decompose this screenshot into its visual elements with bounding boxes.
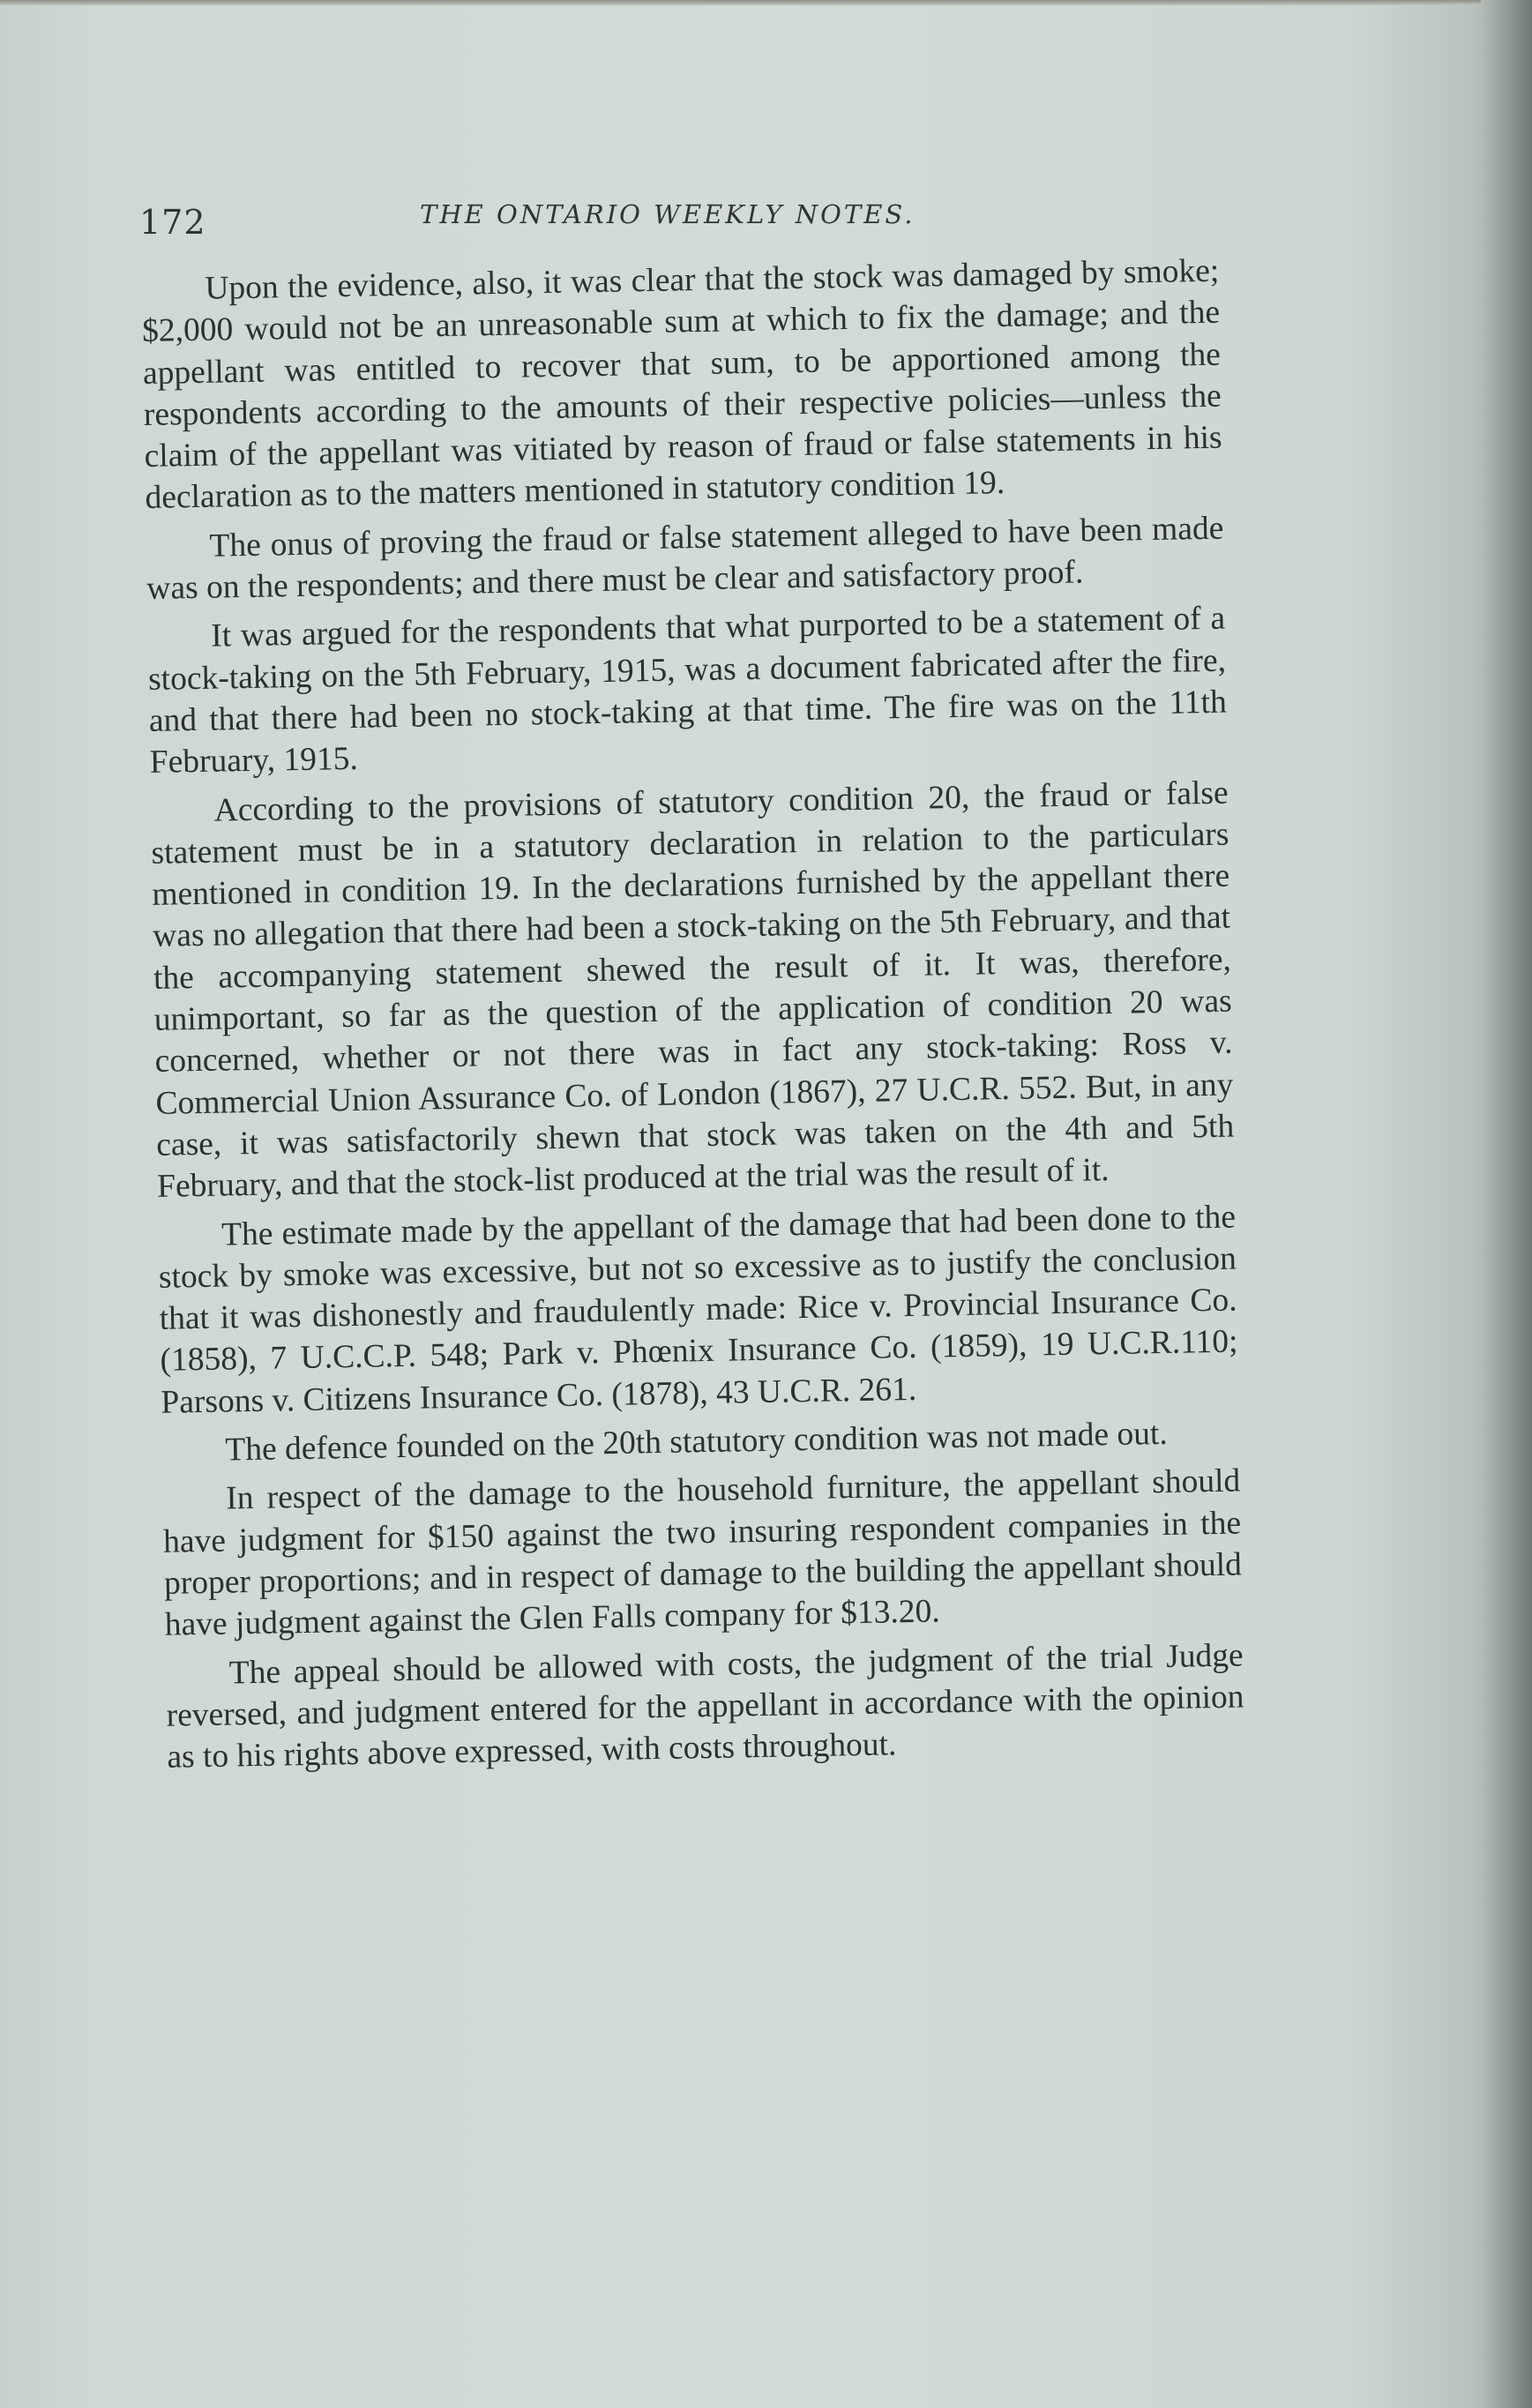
page-number: 172 [139, 203, 206, 242]
paragraph-onus-of-proof: The onus of proving the fraud or false statement alleged to have been made was on the respondents; and there must be clear and satisfactory proof. [146, 510, 1224, 608]
paragraph-estimate-of-damage: The estimate made by the appellant of the damage that had been done to the stock by smoke was excessive, but not so excessive as to justify the conclusion that it was dishonestly and fraudulently made: Rice v. Provincial Insurance Co. (1858), 7 U.C.C.P. 548; Park v. Phœnix Insurance Co. (1859), 19 U.C.R.110; Parsons v. Citizens Insurance Co. (1878), 43 U.C.R. 261. [158, 1199, 1238, 1421]
body-text [141, 251, 1245, 1785]
paragraph-condition-20: According to the provisions of statutory condition 20, the fraud or false statement must be in a statutory declaration in relation to the particulars mentioned in condition 19. In the declarations furnished by the appellant there was no allegation that there had been a stock-taking on the 5th February, and that the accompanying statement shewed the result of it. It was, therefore, unimportant, so far as the question of the application of condition 20 was concerned, whether or not there was in fact any stock-taking: Ross v. Commercial Union Assurance Co. of London (1867), 27 U.C.R. 552. But, in any case, it was satisfactorily shewn that stock was taken on the 4th and 5th February, and that the stock-list produced at the trial was the result of it. [151, 774, 1235, 1206]
paragraph-household-furniture: In respect of the damage to the household furniture, the appellant should have judgment for $150 against the two insuring respondent companies in the proper proportions; and in respect of damage to the building the appellant should have judgment against the Glen Falls company for $13.20. [162, 1462, 1243, 1643]
paragraph-defence-not-made-out: The defence founded on the 20th statutory condition was not made out. [225, 1415, 1169, 1469]
top-edge-shadow [0, 0, 1532, 5]
journal-title: THE ONTARIO WEEKLY NOTES. [420, 199, 915, 229]
page-binding-edge [1481, 0, 1532, 2408]
paragraph-appeal-allowed: The appeal should be allowed with costs, the judgment of the trial Judge reversed, and judgment entered for the appellant in accordance with the opinion as to his rights above expressed, with costs throughout. [166, 1636, 1244, 1776]
paragraph-smoke-damage: Upon the evidence, also, it was clear that the stock was damaged by smoke; $2,000 would not be an unreasonable sum at which to fix the damage; and the appellant was entitled to recover that sum, to be apportioned among the respondents according to the amounts of their respective policies—unless the claim of the appellant was vitiated by reason of fraud or false statements in his declaration as to the matters mentioned in statutory condition 19. [141, 252, 1222, 517]
running-head [139, 196, 1242, 249]
paragraph-stock-taking-argument: It was argued for the respondents that what purported to be a statement of a stock-taking on the 5th February, 1915, was a document fabricated after the fire, and that there had been no stock-taking at that time. The fire was on the 11th February, 1915. [147, 600, 1228, 781]
